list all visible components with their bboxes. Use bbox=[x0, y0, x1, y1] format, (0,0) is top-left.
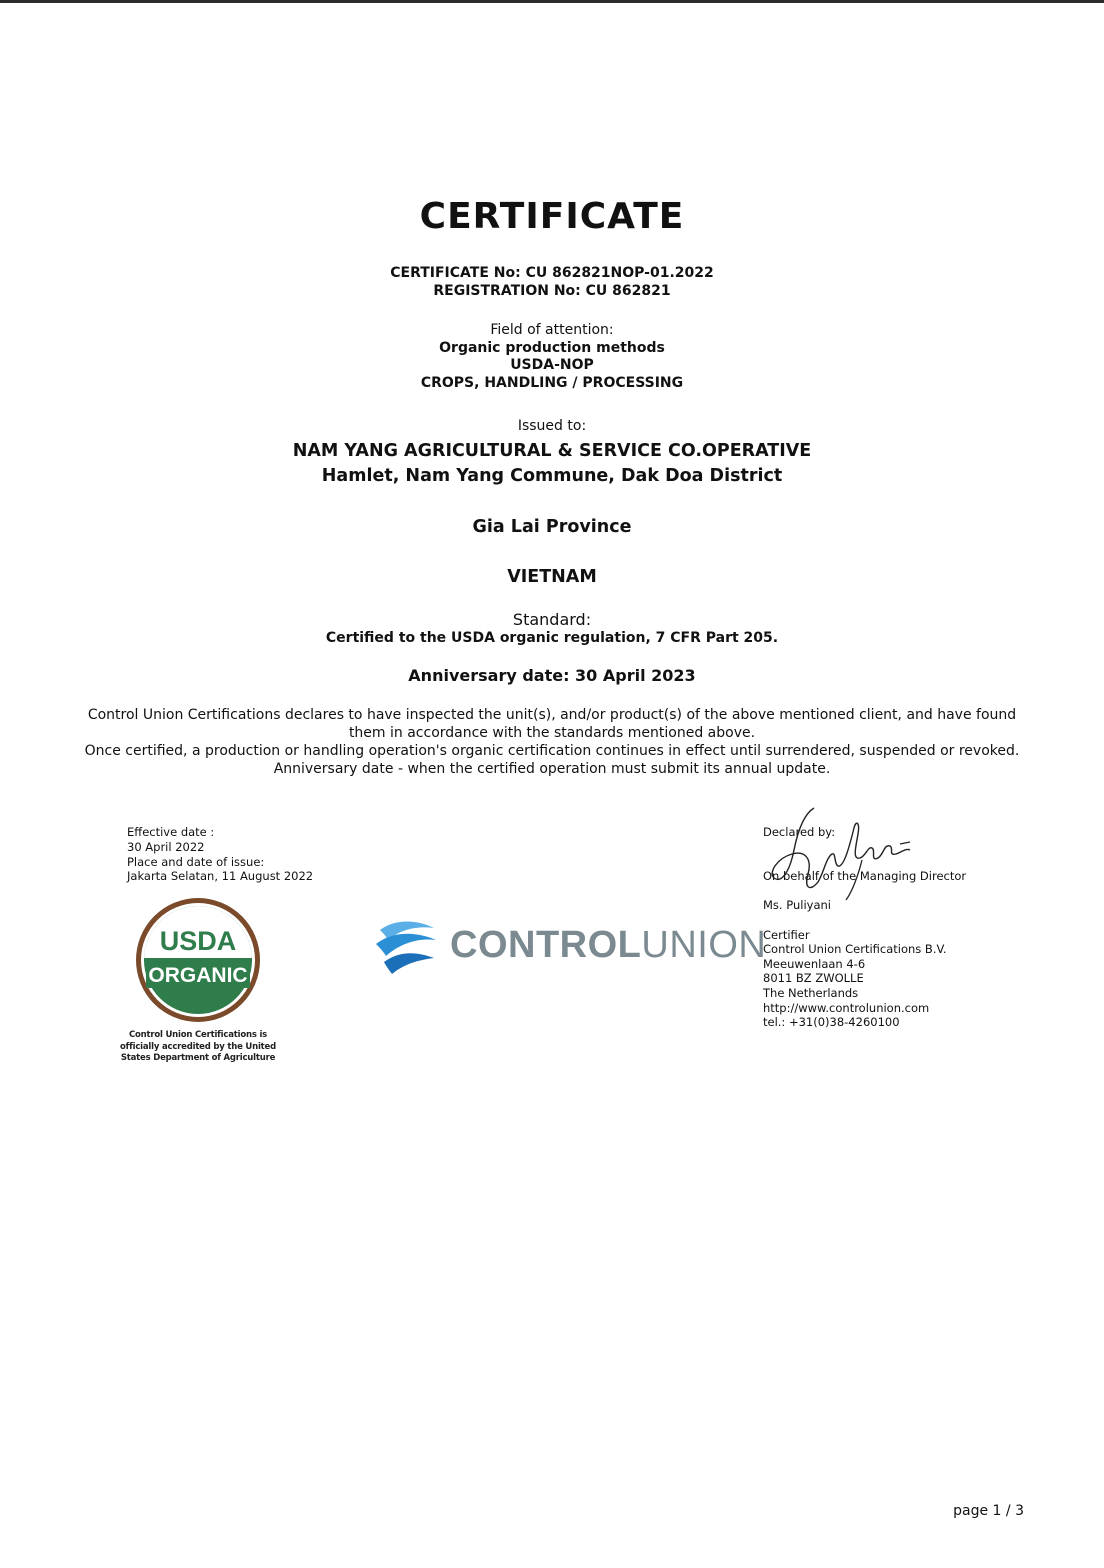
standard-label: Standard: bbox=[512, 610, 592, 629]
control-union-logo bbox=[450, 924, 766, 967]
certifier-phone: tel.: +31(0)38-4260100 bbox=[763, 1015, 900, 1029]
seal-caption-line: officially accredited by the United bbox=[119, 1041, 276, 1052]
logo-bold-text: CONTROL bbox=[450, 924, 642, 966]
top-border bbox=[0, 0, 1104, 3]
certifier-line: Meeuwenlaan 4-6 bbox=[763, 957, 866, 971]
effective-date: 30 April 2022 bbox=[127, 840, 205, 854]
usda-organic-seal bbox=[134, 896, 262, 1024]
page-title: CERTIFICATE bbox=[419, 196, 685, 237]
province: Gia Lai Province bbox=[472, 517, 632, 537]
signature bbox=[760, 800, 920, 905]
seal-caption-line: States Department of Agriculture bbox=[120, 1053, 276, 1063]
issued-address: Hamlet, Nam Yang Commune, Dak Doa District bbox=[321, 466, 783, 486]
certifier-line: Certifier bbox=[763, 928, 810, 942]
seal-caption-line: Control Union Certifications is bbox=[128, 1030, 268, 1040]
seal-caption bbox=[118, 1030, 278, 1065]
field-line-methods: Organic production methods bbox=[439, 340, 665, 356]
declaration-line: Once certified, a production or handling operation's organic certification continues in effect until surrendered, suspended or revoked. bbox=[84, 743, 1020, 759]
certifier-website: http://www.controlunion.com bbox=[763, 1001, 930, 1015]
logo-light-text: UNION bbox=[641, 924, 767, 966]
declaration-line: Anniversary date - when the certified operation must submit its annual update. bbox=[273, 761, 831, 777]
behalf-text: On behalf of the Managing Director bbox=[763, 869, 967, 883]
place-date: Jakarta Selatan, 11 August 2022 bbox=[127, 869, 314, 883]
place-date-label: Place and date of issue: bbox=[127, 855, 265, 869]
certifier-line: 8011 BZ ZWOLLE bbox=[763, 971, 864, 985]
certifier-line: Control Union Certifications B.V. bbox=[763, 942, 947, 956]
seal-organic-text: ORGANIC bbox=[148, 964, 248, 987]
country: VIETNAM bbox=[507, 567, 597, 587]
certificate-number: CERTIFICATE No: CU 862821NOP-01.2022 bbox=[390, 265, 714, 281]
field-line-scope: CROPS, HANDLING / PROCESSING bbox=[420, 375, 684, 391]
issued-label: Issued to: bbox=[517, 418, 587, 434]
certifier-line: The Netherlands bbox=[763, 986, 859, 1000]
field-line-standard: USDA-NOP bbox=[510, 357, 594, 373]
standard-text: Certified to the USDA organic regulation, 7 CFR Part 205. bbox=[325, 630, 779, 646]
field-label: Field of attention: bbox=[490, 322, 614, 338]
registration-number: REGISTRATION No: CU 862821 bbox=[433, 283, 671, 299]
declaration-line: Control Union Certifications declares to have inspected the unit(s), and/or product(s) of the above mentioned client, and have found bbox=[87, 707, 1017, 723]
declaration-line: them in accordance with the standards mentioned above. bbox=[348, 725, 756, 741]
effective-date-label: Effective date : bbox=[127, 825, 215, 839]
signer-name: Ms. Puliyani bbox=[763, 898, 831, 912]
anniversary-date: Anniversary date: 30 April 2023 bbox=[408, 666, 696, 685]
page-number: page 1 / 3 bbox=[953, 1503, 1024, 1519]
issued-name: NAM YANG AGRICULTURAL & SERVICE CO.OPERATIVE bbox=[292, 441, 812, 461]
seal-usda-text: USDA bbox=[159, 926, 237, 956]
declared-by-label: Declared by: bbox=[763, 825, 836, 839]
control-union-wave-icon bbox=[374, 916, 440, 978]
